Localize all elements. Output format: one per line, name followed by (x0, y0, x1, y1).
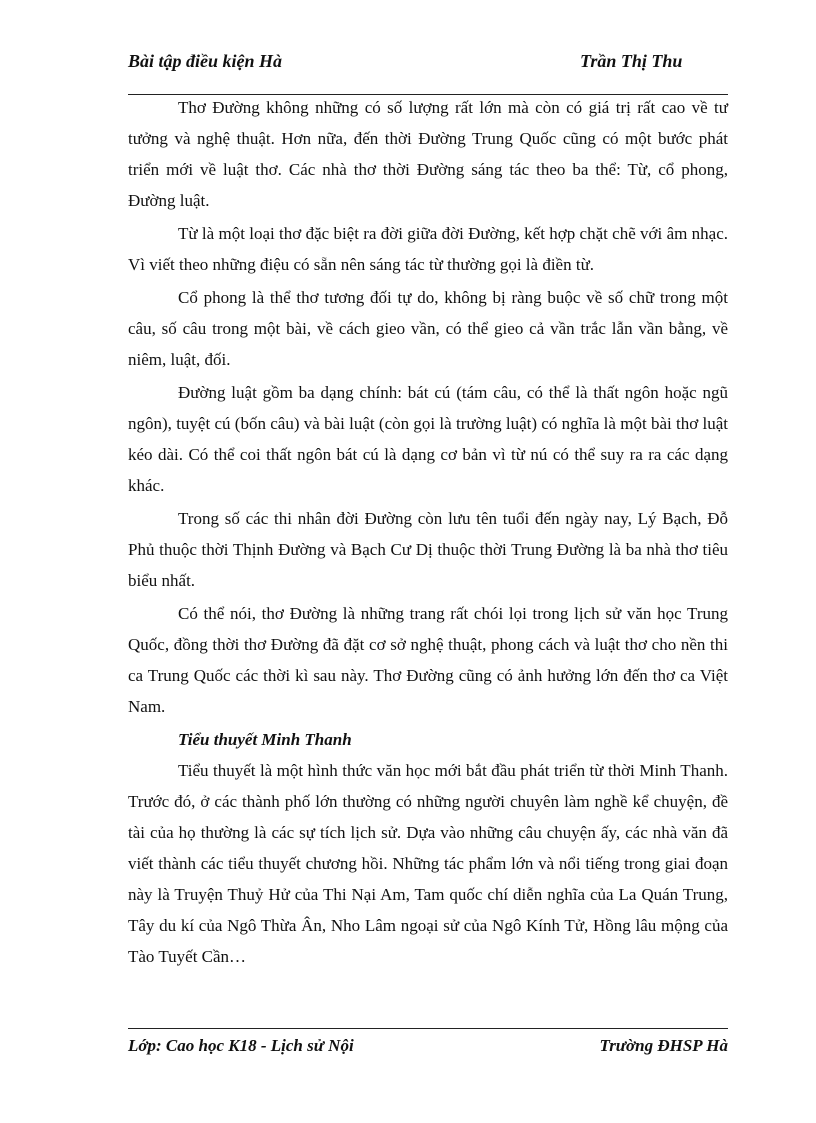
paragraph: Từ là một loại thơ đặc biệt ra đời giữa đời Đường, kết hợp chặt chẽ với âm nhạc. Vì viết theo những điệu có sẵn nên sáng tác từ thường gọi là điền từ. (128, 224, 728, 274)
document-body (128, 92, 728, 974)
footer-right-text: Trường ĐHSP Hà (599, 1036, 728, 1055)
paragraph: Thơ Đường không những có số lượng rất lớn mà còn có giá trị rất cao về tư tưởng và nghệ thuật. Hơn nữa, đến thời Đường Trung Quốc cũng có một bước phát triển mới về luật thơ. Các nhà thơ thời Đường sáng tác theo ba thể: Từ, cổ phong, Đường luật. (128, 98, 728, 210)
footer-left-text: Lớp: Cao học K18 - Lịch sử Nội (128, 1036, 354, 1055)
paragraph: Cổ phong là thể thơ tương đối tự do, không bị ràng buộc về số chữ trong một câu, số câu trong một bài, về cách gieo vần, có thể gieo cả vần trắc lẫn vần bằng, về niêm, luật, đối. (128, 288, 728, 369)
page-footer (128, 1028, 728, 1077)
paragraph: Đường luật gồm ba dạng chính: bát cú (tám câu, có thể là thất ngôn hoặc ngũ ngôn), tuyệt cú (bốn câu) và bài luật (còn gọi là trường luật) có nghĩa là một bài thơ luật kéo dài. Có thể coi thất ngôn bát cú là dạng cơ bản vì từ nú có thể suy ra ra các dạng khác. (128, 383, 728, 495)
paragraph: Trong số các thi nhân đời Đường còn lưu tên tuổi đến ngày nay, Lý Bạch, Đỗ Phủ thuộc thời Thịnh Đường và Bạch Cư Dị thuộc thời Trung Đường là ba nhà thơ tiêu biểu nhất. (128, 509, 728, 590)
header-right-text: Trần Thị Thu (580, 51, 683, 71)
section-subheading: Tiểu thuyết Minh Thanh (178, 730, 352, 749)
header-left-text: Bài tập điều kiện Hà (128, 51, 283, 71)
paragraph: Tiểu thuyết là một hình thức văn học mới bắt đầu phát triển từ thời Minh Thanh. Trước đó, ở các thành phố lớn thường có những người chuyên làm nghề kể chuyện, đề tài của họ thường là các sự tích lịch sử. Dựa vào những câu chuyện ấy, các nhà văn đã viết thành các tiểu thuyết chương hồi. Những tác phẩm lớn và nổi tiếng trong giai đoạn này là Truyện Thuỷ Hử của Thi Nại Am, Tam quốc chí diễn nghĩa của La Quán Trung, Tây du kí của Ngô Thừa Ân, Nho Lâm ngoại sử của Ngô Kính Tử, Hồng lâu mộng của Tào Tuyết Cần… (128, 761, 728, 966)
paragraph: Có thể nói, thơ Đường là những trang rất chói lọi trong lịch sử văn học Trung Quốc, đồng thời thơ Đường đã đặt cơ sở nghệ thuật, phong cách và luật thơ cho nền thi ca Trung Quốc các thời kì sau này. Thơ Đường cũng có ảnh hưởng lớn đến thơ ca Việt Nam. (128, 604, 728, 716)
page-header (128, 50, 728, 95)
